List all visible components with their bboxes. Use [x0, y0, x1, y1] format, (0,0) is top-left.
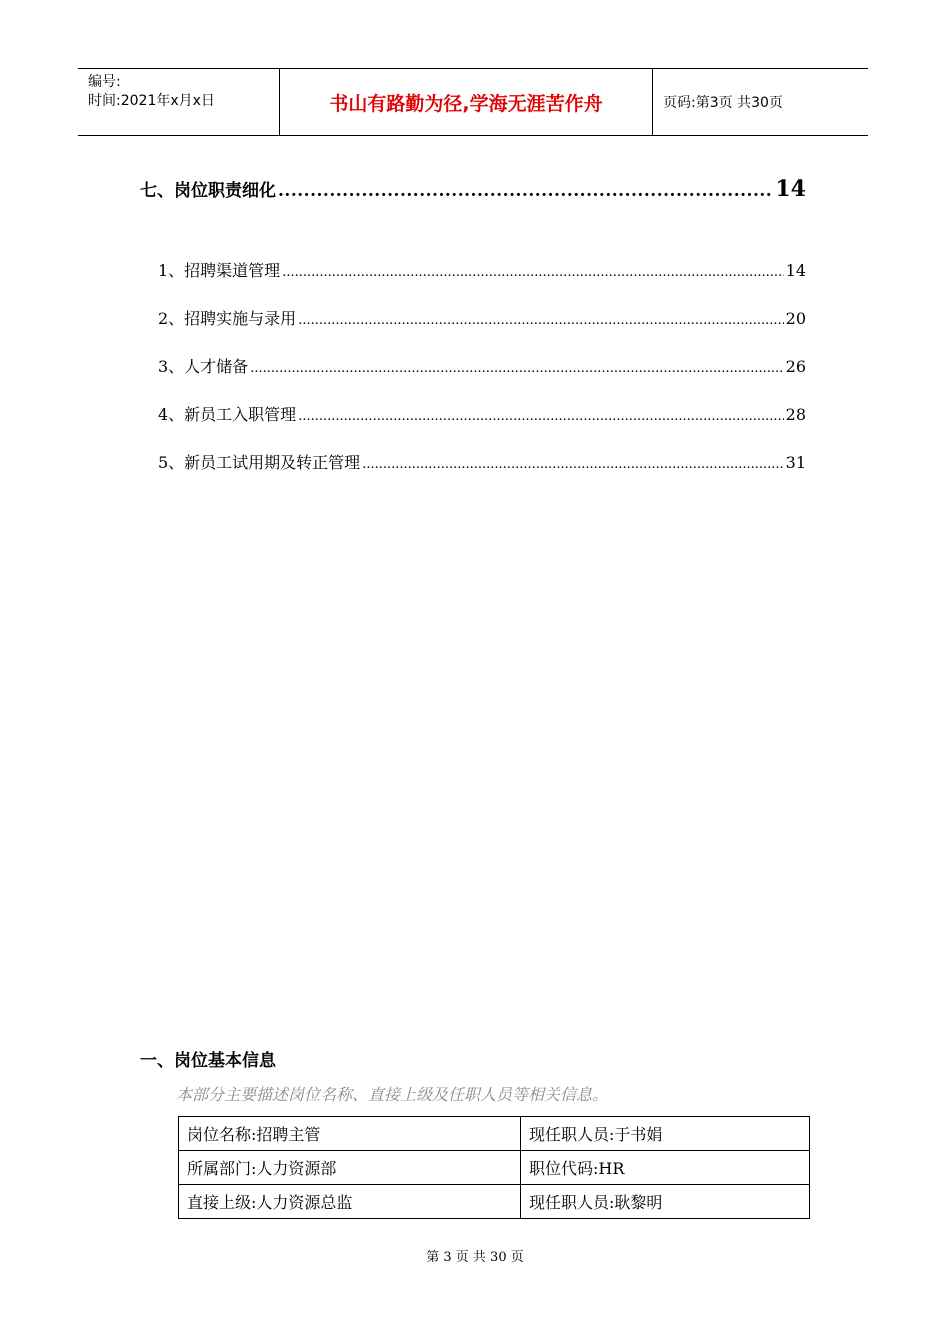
- page-header: [78, 68, 868, 136]
- section-title: 一、岗位基本信息: [140, 1051, 276, 1071]
- table-row: [179, 1185, 810, 1219]
- page-footer: 第 3 页 共 30 页: [426, 1250, 524, 1265]
- toc-entry-title: 1、招聘渠道管理: [158, 261, 281, 280]
- toc-entry[interactable]: [158, 450, 806, 474]
- table-cell: 职位代码:HR: [521, 1151, 810, 1185]
- toc-leader-dots: [298, 313, 783, 328]
- toc-entry-page: 28: [785, 405, 806, 424]
- toc-entry-title: 3、人才储备: [158, 357, 249, 376]
- table-row: [179, 1117, 810, 1151]
- table-cell: 所属部门:人力资源部: [179, 1151, 521, 1185]
- toc-leader-dots: [298, 409, 783, 424]
- toc-entry-title: 4、新员工入职管理: [158, 405, 297, 424]
- table-cell: 现任职人员:于书娟: [521, 1117, 810, 1151]
- header-motto: 书山有路勤为径,学海无涯苦作舟: [280, 69, 653, 135]
- toc-entry[interactable]: [158, 354, 806, 378]
- header-meta: [78, 69, 280, 135]
- toc-main-title: 七、岗位职责细化: [140, 181, 276, 201]
- toc-entry-page: 20: [785, 309, 806, 328]
- section-description: 本部分主要描述岗位名称、直接上级及任职人员等相关信息。: [176, 1085, 609, 1104]
- toc-entry-page: 31: [785, 453, 806, 472]
- toc-main-entry[interactable]: [140, 176, 806, 210]
- toc-leader-dots: [278, 181, 773, 201]
- table-cell: 直接上级:人力资源总监: [179, 1185, 521, 1219]
- table-cell: 现任职人员:耿黎明: [521, 1185, 810, 1219]
- table-row: [179, 1151, 810, 1185]
- toc-entry-title: 2、招聘实施与录用: [158, 309, 297, 328]
- header-number-label: 编号:: [88, 74, 121, 90]
- toc-leader-dots: [362, 457, 783, 472]
- toc-main-page: 14: [775, 176, 806, 202]
- toc-entry[interactable]: [158, 258, 806, 282]
- toc-entry[interactable]: [158, 402, 806, 426]
- toc-leader-dots: [282, 265, 783, 280]
- header-page-info: 页码:第3页 共30页: [663, 95, 783, 111]
- toc-entry-title: 5、新员工试用期及转正管理: [158, 453, 361, 472]
- header-time-label: 时间:2021年x月x日: [88, 93, 215, 109]
- toc-entry-page: 14: [785, 261, 806, 280]
- table-cell: 岗位名称:招聘主管: [179, 1117, 521, 1151]
- toc-leader-dots: [250, 361, 783, 376]
- toc-entry-page: 26: [785, 357, 806, 376]
- toc-entry[interactable]: [158, 306, 806, 330]
- job-info-table: [178, 1116, 810, 1219]
